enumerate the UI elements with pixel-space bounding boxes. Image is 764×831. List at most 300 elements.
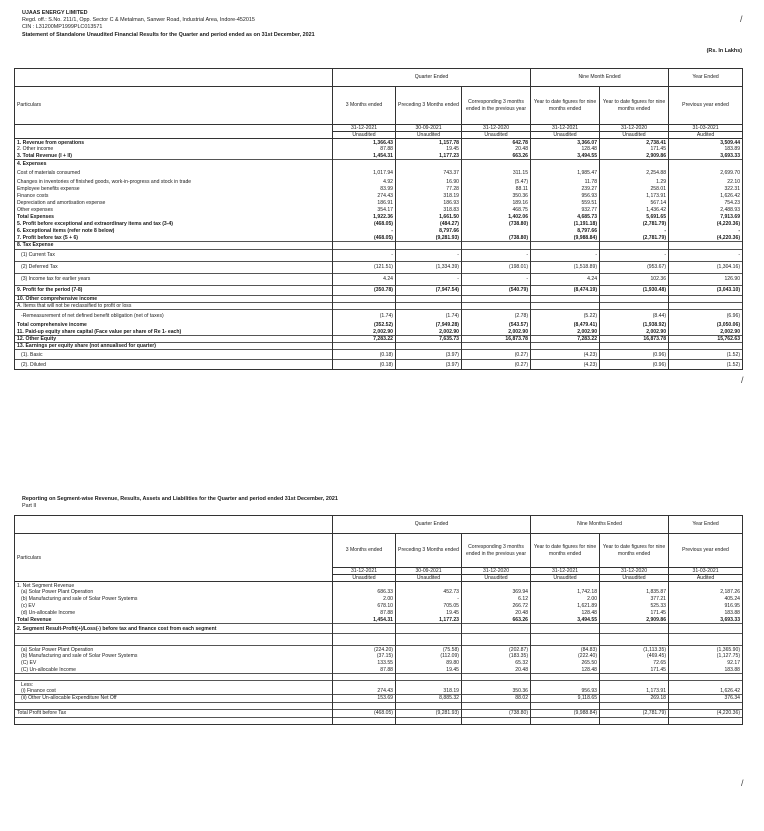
row-value: (3.97)	[396, 360, 462, 370]
row-value	[396, 634, 462, 646]
row-value: 92.17	[669, 660, 743, 667]
row-label: A. Items that will not be reclassified to profit or loss	[15, 302, 333, 309]
row-value	[396, 302, 462, 309]
row-value	[462, 674, 531, 681]
row-value: 1,621.89	[531, 603, 600, 610]
col-header: Corresponding 3 months ended in the previous year	[462, 87, 531, 125]
date-header: 31-12-2021	[531, 568, 600, 575]
status-header: Unaudited	[531, 132, 600, 139]
row-value	[333, 295, 396, 302]
row-value: 83.99	[333, 186, 396, 193]
row-label: 9. Profit for the period (7-8)	[15, 285, 333, 295]
row-value: 956.93	[531, 193, 600, 200]
date-header: 31-12-2021	[333, 125, 396, 132]
row-value	[462, 624, 531, 634]
row-value: 20.48	[462, 667, 531, 674]
row-value: 1,922.36	[333, 214, 396, 221]
row-value: 350.36	[462, 688, 531, 695]
row-value: 274.43	[333, 193, 396, 200]
row-value	[462, 717, 531, 724]
row-value	[396, 160, 462, 167]
row-value	[396, 295, 462, 302]
row-value: -	[396, 596, 462, 603]
row-value: (5.22)	[531, 310, 600, 322]
table-row	[15, 688, 743, 695]
col-header: Previous year ended	[669, 87, 743, 125]
quarter-ended-header: Quarter Ended	[333, 69, 531, 87]
row-label: (1). Basic	[15, 350, 333, 360]
row-value: (4.23)	[531, 350, 600, 360]
row-label: (b) Manufacturing and sale of Solar Power Systems	[15, 596, 333, 603]
row-value: 932.77	[531, 207, 600, 214]
row-value: 1,177.23	[396, 153, 462, 160]
row-value: 663.26	[462, 617, 531, 624]
row-value	[531, 702, 600, 709]
row-value: (1,930.48)	[600, 285, 669, 295]
row-value: 1,742.18	[531, 589, 600, 596]
table-row	[15, 228, 743, 235]
row-value: 663.26	[462, 153, 531, 160]
row-value: (468.05)	[333, 709, 396, 717]
table-row	[15, 153, 743, 160]
row-value	[669, 302, 743, 309]
table-row	[15, 717, 743, 724]
status-header: Unaudited	[600, 132, 669, 139]
row-value: (953.67)	[600, 261, 669, 273]
row-value: -	[396, 249, 462, 261]
row-value	[600, 302, 669, 309]
row-value: (2,781.79)	[600, 709, 669, 717]
row-value: 3,693.33	[669, 617, 743, 624]
row-label: Total Expenses	[15, 214, 333, 221]
table-row	[15, 582, 743, 589]
row-value	[396, 717, 462, 724]
row-value: 318.19	[396, 688, 462, 695]
row-value	[669, 681, 743, 688]
row-value: 642.78	[462, 139, 531, 146]
row-value	[600, 674, 669, 681]
row-label: Finance costs	[15, 193, 333, 200]
row-value	[600, 160, 669, 167]
row-label: Depreciation and amortisation expense	[15, 200, 333, 207]
row-label: 11. Paid-up equity share capital (Face value per share of Re 1- each)	[15, 329, 333, 336]
col-header: 3 Months ended	[333, 87, 396, 125]
row-value: (0.27)	[462, 360, 531, 370]
table-row	[15, 634, 743, 646]
table-row	[15, 667, 743, 674]
row-value: 183.88	[669, 667, 743, 674]
row-label: 2. Other income	[15, 146, 333, 153]
row-value: 171.45	[600, 610, 669, 617]
row-value	[531, 582, 600, 589]
row-label: 1. Revenue from operations	[15, 139, 333, 146]
table-row	[15, 214, 743, 221]
row-value: 89.80	[396, 660, 462, 667]
row-value: 8,797.66	[396, 228, 462, 235]
row-value: 1,454.31	[333, 617, 396, 624]
row-value: (738.80)	[462, 235, 531, 242]
table-row	[15, 646, 743, 653]
row-value	[333, 343, 396, 350]
row-value: (1,334.39)	[396, 261, 462, 273]
row-value: (4,220.36)	[669, 221, 743, 228]
row-label: (2) Deferred Tax	[15, 261, 333, 273]
row-value: (3.97)	[396, 350, 462, 360]
row-value: (9,988.84)	[531, 709, 600, 717]
row-value	[396, 242, 462, 249]
row-label: (3) Income tax for earlier years	[15, 273, 333, 285]
blank-header-cell	[15, 125, 333, 132]
row-value: (1,938.92)	[600, 322, 669, 329]
row-value	[462, 228, 531, 235]
table-row	[15, 329, 743, 336]
table-row	[15, 221, 743, 228]
row-value: 133.55	[333, 660, 396, 667]
row-value: 559.51	[531, 200, 600, 207]
table-row	[15, 146, 743, 153]
row-value: (0.18)	[333, 350, 396, 360]
row-value	[462, 343, 531, 350]
row-value: (2.78)	[462, 310, 531, 322]
row-value: -	[333, 228, 396, 235]
row-value: (1,191.18)	[531, 221, 600, 228]
row-value: (1.74)	[333, 310, 396, 322]
row-value: 9,118.65	[531, 695, 600, 702]
table-row	[15, 322, 743, 329]
table-row	[15, 193, 743, 200]
row-value	[462, 302, 531, 309]
row-value: 77.28	[396, 186, 462, 193]
row-value: (1,518.89)	[531, 261, 600, 273]
row-label: 12. Other Equity	[15, 336, 333, 343]
row-value: (9,281.93)	[396, 235, 462, 242]
row-label: Total Profit before Tax	[15, 709, 333, 717]
row-value: 705.05	[396, 603, 462, 610]
table-row	[15, 343, 743, 350]
row-value: 3,509.44	[669, 139, 743, 146]
row-label: (C) EV	[15, 660, 333, 667]
row-value: 4.24	[531, 273, 600, 285]
row-value	[333, 717, 396, 724]
row-label: 5. Profit before exceptional and extraordinary items and tax (3-4)	[15, 221, 333, 228]
row-value: (468.05)	[333, 221, 396, 228]
year-ended-header: Year Ended	[669, 69, 743, 87]
row-label: 2. Segment Result-Profit(+)/Loss(-) before tax and finance cost from each segment	[15, 624, 333, 634]
row-value: 126.90	[669, 273, 743, 285]
row-value	[333, 674, 396, 681]
status-header: Audited	[669, 575, 743, 582]
row-value: 19.45	[396, 146, 462, 153]
row-label: 4. Expenses	[15, 160, 333, 167]
row-value	[462, 634, 531, 646]
row-value: 266.72	[462, 603, 531, 610]
row-value	[600, 582, 669, 589]
row-value	[600, 634, 669, 646]
row-value: 1,017.94	[333, 167, 396, 179]
row-value: 916.95	[669, 603, 743, 610]
row-value: 311.15	[462, 167, 531, 179]
row-value: (3,043.10)	[669, 285, 743, 295]
row-value: (352.52)	[333, 322, 396, 329]
row-value	[669, 717, 743, 724]
status-header: Unaudited	[396, 575, 462, 582]
row-value: (468.05)	[333, 235, 396, 242]
row-value: (738.80)	[462, 709, 531, 717]
blank-header-cell	[15, 69, 333, 87]
row-value: 754.23	[669, 200, 743, 207]
row-value	[531, 302, 600, 309]
row-value: 2,738.41	[600, 139, 669, 146]
row-value	[600, 295, 669, 302]
row-value: 377.21	[600, 596, 669, 603]
row-value: 1.29	[600, 179, 669, 186]
row-value: 1,157.78	[396, 139, 462, 146]
table-row	[15, 167, 743, 179]
row-value	[600, 702, 669, 709]
row-value: (121.51)	[333, 261, 396, 273]
row-value: 354.17	[333, 207, 396, 214]
row-value: -	[669, 249, 743, 261]
row-label: 6. Exceptional items (refer note 8 below)	[15, 228, 333, 235]
row-value	[531, 295, 600, 302]
col-header: Year to date figures for nine months ended	[531, 534, 600, 568]
table-row	[15, 589, 743, 596]
row-value: 239.27	[531, 186, 600, 193]
status-header: Unaudited	[333, 575, 396, 582]
row-value	[333, 702, 396, 709]
row-value	[531, 624, 600, 634]
particulars-header: Particulars	[15, 87, 333, 125]
table-row	[15, 660, 743, 667]
segment-title: Reporting on Segment-wise Revenue, Results, Assets and Liabilities for the Quarter and period ended 31st December, 2021	[22, 496, 338, 502]
row-value: 65.32	[462, 660, 531, 667]
row-value	[669, 160, 743, 167]
col-header: Year to date figures for nine months ended	[600, 534, 669, 568]
row-value: 8,885.32	[396, 695, 462, 702]
margin-mark: /	[741, 375, 744, 385]
row-value	[531, 634, 600, 646]
row-value: 2,909.86	[600, 617, 669, 624]
particulars-header: Particulars	[15, 534, 333, 582]
date-header: 30-09-2021	[396, 125, 462, 132]
row-value: 1,436.42	[600, 207, 669, 214]
table-row	[15, 336, 743, 343]
nine-months-ended-header: Nine Months Ended	[531, 516, 669, 534]
row-label: Cost of materials consumed	[15, 167, 333, 179]
row-value: 7,283.22	[531, 336, 600, 343]
date-header: 31-12-2020	[600, 125, 669, 132]
row-value: (4,220.36)	[669, 235, 743, 242]
col-header: Preceding 3 Months ended	[396, 87, 462, 125]
row-value: 350.36	[462, 193, 531, 200]
row-value: 525.33	[600, 603, 669, 610]
statement-title: Statement of Standalone Unaudited Financial Results for the Quarter and period ended as on 31st December, 2021	[22, 31, 315, 38]
row-value: (198.01)	[462, 261, 531, 273]
row-value: (222.40)	[531, 653, 600, 660]
row-value: 20.48	[462, 610, 531, 617]
row-value: 88.02	[462, 695, 531, 702]
row-label: 8. Tax Expense	[15, 242, 333, 249]
row-value	[333, 242, 396, 249]
row-value: 567.14	[600, 200, 669, 207]
row-value: (6.96)	[669, 310, 743, 322]
row-value: 3,693.33	[669, 153, 743, 160]
row-value: (5.47)	[462, 179, 531, 186]
row-value	[462, 295, 531, 302]
table-row	[15, 139, 743, 146]
row-value: (112.09)	[396, 653, 462, 660]
row-value: 452.73	[396, 589, 462, 596]
table-row	[15, 702, 743, 709]
row-value: 1,661.50	[396, 214, 462, 221]
row-value: (2,781.79)	[600, 235, 669, 242]
row-value: 1,366.43	[333, 139, 396, 146]
row-value: 318.83	[396, 207, 462, 214]
year-ended-header: Year Ended	[669, 516, 743, 534]
table-row	[15, 624, 743, 634]
table-row	[15, 295, 743, 302]
row-value: (224.20)	[333, 646, 396, 653]
row-value: 468.75	[462, 207, 531, 214]
row-value	[669, 242, 743, 249]
row-value: 153.69	[333, 695, 396, 702]
row-value: (540.79)	[462, 285, 531, 295]
row-value: 369.94	[462, 589, 531, 596]
row-value	[669, 582, 743, 589]
table-row	[15, 360, 743, 370]
row-value: (1,113.35)	[600, 646, 669, 653]
row-value: 20.48	[462, 146, 531, 153]
quarter-ended-header: Quarter Ended	[333, 516, 531, 534]
row-value: (75.58)	[396, 646, 462, 653]
row-value: (738.80)	[462, 221, 531, 228]
table-row	[15, 596, 743, 603]
row-value	[669, 674, 743, 681]
row-value: 2,002.90	[600, 329, 669, 336]
row-label: (c) EV	[15, 603, 333, 610]
row-label: Less:	[15, 681, 333, 688]
row-value: 22.10	[669, 179, 743, 186]
row-value: 7,635.73	[396, 336, 462, 343]
row-value: 956.93	[531, 688, 600, 695]
table-row	[15, 310, 743, 322]
row-value: 189.16	[462, 200, 531, 207]
row-value	[333, 634, 396, 646]
row-value: 1,402.06	[462, 214, 531, 221]
date-header: 31-12-2020	[600, 568, 669, 575]
row-value: 2,699.70	[669, 167, 743, 179]
margin-mark: /	[741, 778, 744, 788]
row-value: (1,127.75)	[669, 653, 743, 660]
col-header: Year to date figures for nine months ended	[531, 87, 600, 125]
row-value: (7,949.28)	[396, 322, 462, 329]
row-value	[396, 624, 462, 634]
row-label: Other expenses	[15, 207, 333, 214]
company-name: UJAAS ENERGY LIMITED	[22, 10, 88, 16]
row-value: 128.48	[531, 146, 600, 153]
date-header: 31-12-2020	[462, 568, 531, 575]
row-value	[333, 582, 396, 589]
table-row	[15, 186, 743, 193]
row-value: 4.92	[333, 179, 396, 186]
row-value: 2,187.26	[669, 589, 743, 596]
table-row	[15, 302, 743, 309]
row-value: 1,626.42	[669, 193, 743, 200]
row-value: (1.52)	[669, 360, 743, 370]
row-value	[462, 702, 531, 709]
row-label	[15, 634, 333, 646]
row-value: 686.33	[333, 589, 396, 596]
col-header: Corresponding 3 months ended in the previous year	[462, 534, 531, 568]
row-value	[531, 674, 600, 681]
row-value: (7,947.54)	[396, 285, 462, 295]
status-header: Unaudited	[600, 575, 669, 582]
status-header: Unaudited	[396, 132, 462, 139]
row-value: 87.88	[333, 667, 396, 674]
date-header: 31-03-2021	[669, 568, 743, 575]
segment-part: Part II	[22, 503, 37, 509]
row-value: 405.24	[669, 596, 743, 603]
row-value: 19.45	[396, 667, 462, 674]
segment-body	[15, 582, 743, 724]
row-value: (3,050.06)	[669, 322, 743, 329]
row-value: (202.87)	[462, 646, 531, 653]
status-header: Unaudited	[462, 575, 531, 582]
blank-header-cell	[15, 132, 333, 139]
segment-heading	[22, 496, 338, 510]
table-row	[15, 681, 743, 688]
row-value: 2,002.90	[396, 329, 462, 336]
row-value: 6.12	[462, 596, 531, 603]
row-value: 1,454.31	[333, 153, 396, 160]
row-value: 87.88	[333, 610, 396, 617]
row-value: 258.01	[600, 186, 669, 193]
row-value: 16,873.78	[462, 336, 531, 343]
row-value: (4.23)	[531, 360, 600, 370]
row-value: 2,002.90	[531, 329, 600, 336]
date-header: 31-12-2021	[333, 568, 396, 575]
row-value	[600, 624, 669, 634]
row-value: -	[600, 249, 669, 261]
row-value	[600, 242, 669, 249]
row-value: (37.15)	[333, 653, 396, 660]
row-value: 19.45	[396, 610, 462, 617]
row-value: 2,002.90	[669, 329, 743, 336]
row-value	[396, 582, 462, 589]
table-row	[15, 695, 743, 702]
row-value: (0.18)	[333, 360, 396, 370]
row-value: -	[396, 273, 462, 285]
status-header: Audited	[669, 132, 743, 139]
row-label: (1) Current Tax	[15, 249, 333, 261]
row-value: 183.88	[669, 610, 743, 617]
row-label: 1. Net Segment Revenue	[15, 582, 333, 589]
nine-month-ended-header: Nine Month Ended	[531, 69, 669, 87]
table-row	[15, 249, 743, 261]
table-row	[15, 350, 743, 360]
col-header: Preceding 3 Months ended	[396, 534, 462, 568]
margin-mark: /	[740, 14, 743, 24]
row-value: 102.36	[600, 273, 669, 285]
row-value: 1,985.47	[531, 167, 600, 179]
row-value: (8.44)	[600, 310, 669, 322]
row-value: (469.45)	[600, 653, 669, 660]
row-label: 10. Other comprehensive income	[15, 295, 333, 302]
row-value: 1,173.91	[600, 193, 669, 200]
row-value: (8,474.19)	[531, 285, 600, 295]
row-value: (1,365.90)	[669, 646, 743, 653]
row-value: (350.78)	[333, 285, 396, 295]
